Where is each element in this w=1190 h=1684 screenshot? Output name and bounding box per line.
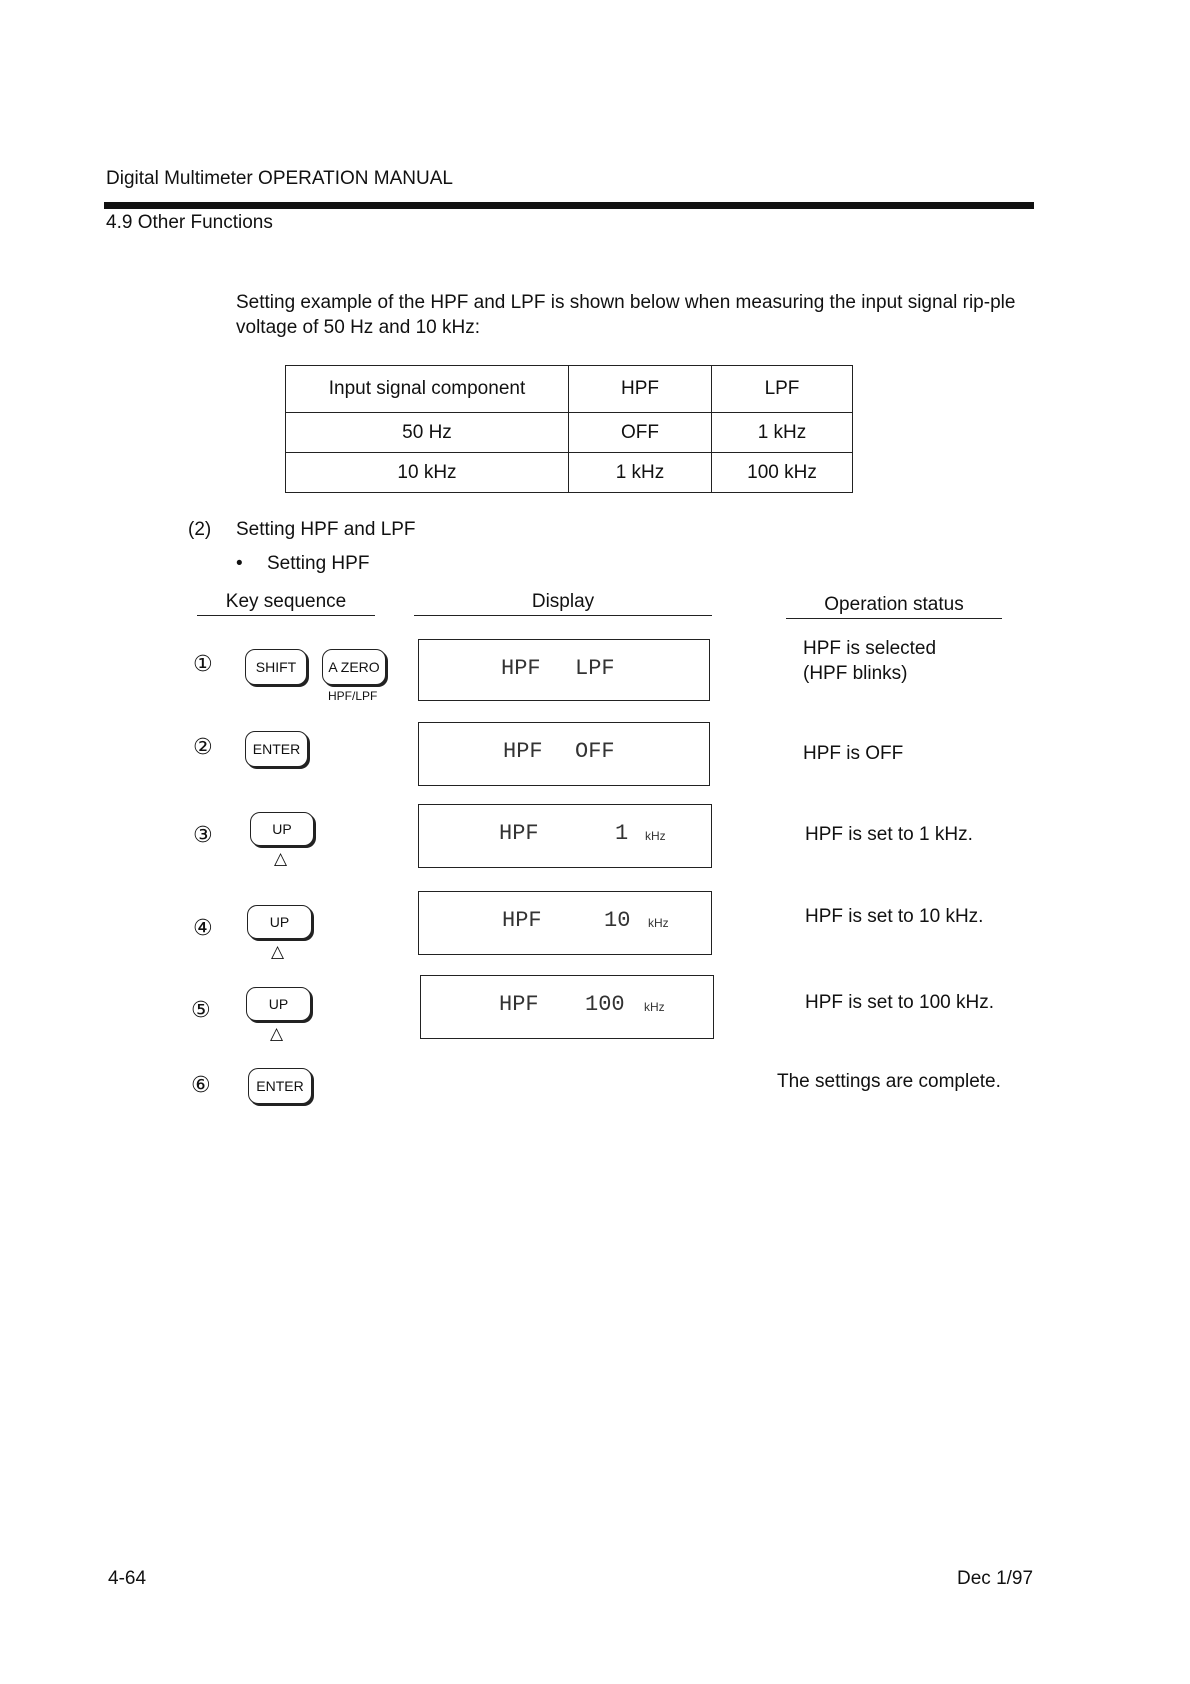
table-cell: 1 kHz [712, 413, 853, 453]
table-cell: 1 kHz [569, 453, 712, 493]
section-title: 4.9 Other Functions [106, 212, 273, 233]
operation-status [803, 636, 936, 686]
display-right-text: 1 [615, 821, 629, 846]
operation-status [805, 904, 983, 929]
display-left-text: HPF [499, 821, 539, 846]
display-right-text: LPF [575, 656, 615, 681]
table-row [286, 453, 853, 493]
revision-date: Dec 1/97 [957, 1568, 1034, 1589]
manual-title: Digital Multimeter OPERATION MANUAL [106, 168, 453, 189]
status-line: The settings are complete. [777, 1071, 1001, 1092]
display-left-text: HPF [503, 739, 543, 764]
shift-key: SHIFT [245, 649, 307, 685]
operation-status [805, 822, 973, 847]
page-number: 4-64 [108, 1568, 147, 1589]
display-heading: Display [414, 591, 712, 616]
display-right-text: 100 [585, 992, 625, 1017]
hpf-lpf-key-label: HPF/LPF [328, 689, 378, 703]
filter-table [285, 365, 853, 493]
display-panel [418, 891, 712, 955]
display-panel [418, 804, 712, 868]
status-line: (HPF blinks) [803, 663, 908, 684]
up-arrow-icon: △ [271, 942, 285, 961]
table-header-row [286, 366, 853, 413]
step-number: ① [193, 651, 213, 676]
up-key: UP [250, 812, 314, 846]
up-key: UP [247, 905, 312, 939]
display-panel [420, 975, 714, 1039]
display-panel [418, 639, 710, 701]
display-right-text: OFF [575, 739, 615, 764]
table-header-cell: HPF [569, 366, 712, 413]
status-line: HPF is set to 1 kHz. [805, 824, 973, 845]
display-left-text: HPF [502, 908, 542, 933]
table-header-cell: LPF [712, 366, 853, 413]
step-number: ⑥ [191, 1072, 211, 1097]
a-zero-key: A ZERO [322, 649, 386, 685]
step-number: ⑤ [191, 997, 211, 1022]
up-key: UP [246, 987, 311, 1021]
status-line: HPF is set to 100 kHz. [805, 992, 995, 1013]
bullet-text: Setting HPF [267, 553, 370, 574]
operation-status [777, 1069, 1001, 1094]
display-left-text: HPF [501, 656, 541, 681]
operation-status-heading: Operation status [786, 594, 1002, 619]
header-rule [104, 202, 1034, 209]
display-right-text: 10 [604, 908, 631, 933]
table-cell: 10 kHz [286, 453, 569, 493]
display-panel [418, 722, 710, 786]
display-unit: kHz [645, 829, 666, 843]
key-sequence-heading: Key sequence [197, 591, 375, 616]
status-line: HPF is OFF [803, 743, 904, 764]
status-line: HPF is selected [803, 638, 937, 659]
table-row [286, 413, 853, 453]
table-header-cell: Input signal component [286, 366, 569, 413]
display-left-text: HPF [499, 992, 539, 1017]
table-cell: OFF [569, 413, 712, 453]
table-cell: 100 kHz [712, 453, 853, 493]
step-number: ③ [193, 822, 213, 847]
table-cell: 50 Hz [286, 413, 569, 453]
subsection-title: Setting HPF and LPF [236, 519, 416, 540]
display-unit: kHz [648, 916, 669, 930]
operation-status [805, 990, 994, 1015]
operation-status [803, 741, 903, 766]
bullet: • [236, 553, 243, 574]
up-arrow-icon: △ [274, 849, 288, 868]
subsection-number: (2) [188, 519, 212, 540]
display-unit: kHz [644, 1000, 665, 1014]
intro-paragraph: Setting example of the HPF and LPF is shown below when measuring the input signal rip-ple voltage of 50 Hz and 10 kHz: [236, 292, 1016, 338]
enter-key: ENTER [248, 1068, 312, 1104]
step-number: ④ [193, 915, 213, 940]
step-number: ② [193, 734, 213, 759]
enter-key: ENTER [245, 731, 308, 767]
up-arrow-icon: △ [270, 1024, 284, 1043]
status-line: HPF is set to 10 kHz. [805, 906, 984, 927]
